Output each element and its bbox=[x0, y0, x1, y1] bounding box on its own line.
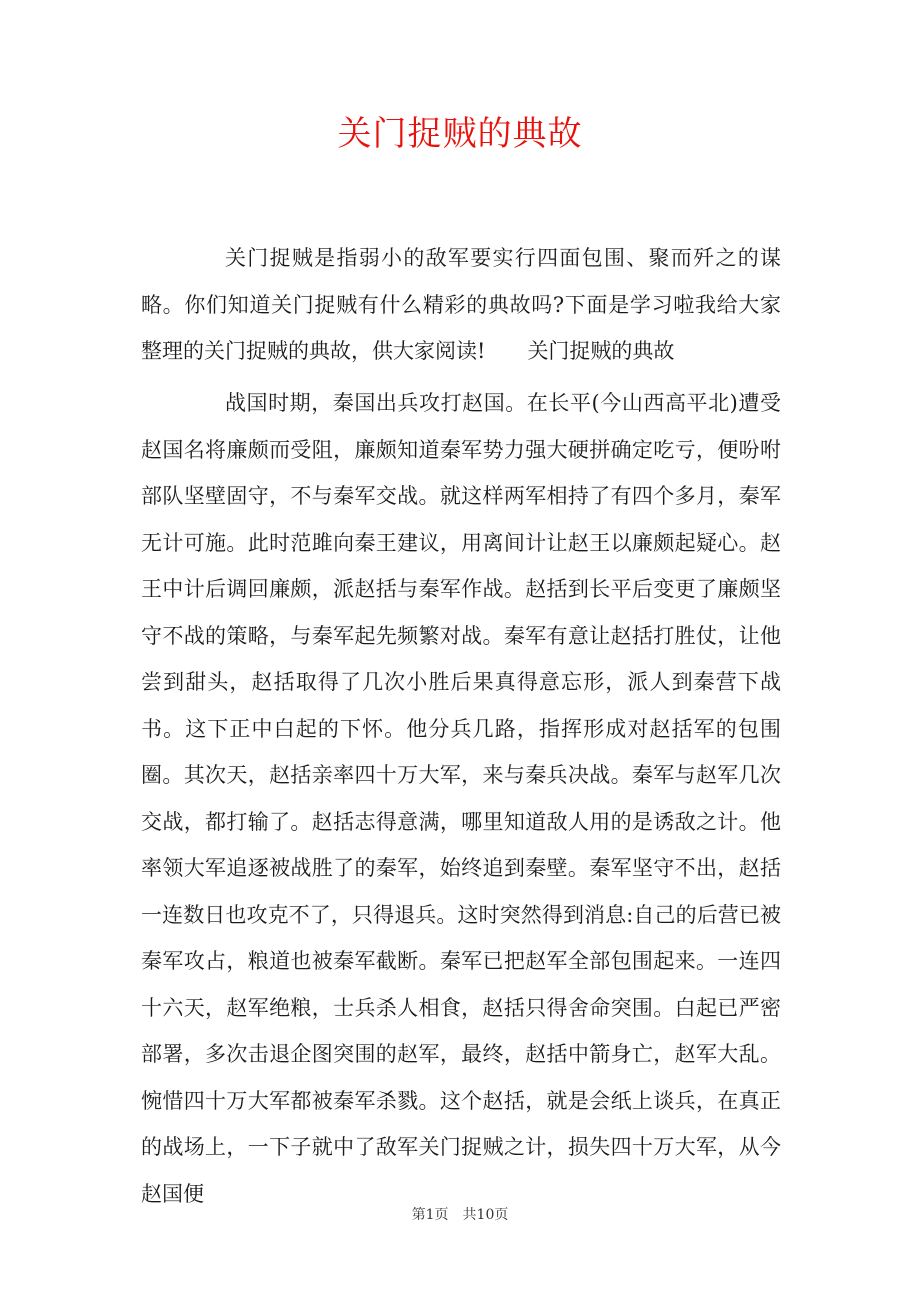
page-number: 第1页 bbox=[411, 1207, 449, 1223]
intro-paragraph bbox=[141, 235, 781, 375]
intro-text: 关门捉贼是指弱小的敌军要实行四面包围、聚而歼之的谋略。你们知道关门捉贼有什么精彩的典故吗?下面是学习啦我给大家整理的关门捉贼的典故，供大家阅读! bbox=[141, 246, 781, 363]
page-total: 共10页 bbox=[462, 1207, 509, 1223]
story-paragraph: 战国时期，秦国出兵攻打赵国。在长平(今山西高平北)遭受赵国名将廉颇而受阻，廉颇知道秦军势力强大硬拼确定吃亏，便吩咐部队坚壁固守，不与秦军交战。就这样两军相持了有四个多月，秦军无计可施。此时范雎向秦王建议，用离间计让赵王以廉颇起疑心。赵王中计后调回廉颇，派赵括与秦军作战。赵括到长平后变更了廉颇坚守不战的策略，与秦军起先频繁对战。秦军有意让赵括打胜仗，让他尝到甜头，赵括取得了几次小胜后果真得意忘形，派人到秦营下战书。这下正中白起的下怀。他分兵几路，指挥形成对赵括军的包围圈。其次天，赵括亲率四十万大军，来与秦兵决战。秦军与赵军几次交战，都打输了。赵括志得意满，哪里知道敌人用的是诱敌之计。他率领大军追逐被战胜了的秦军，始终追到秦壁。秦军坚守不出，赵括一连数日也攻克不了，只得退兵。这时突然得到消息:自己的后营已被秦军攻占，粮道也被秦军截断。秦军已把赵军全部包围起来。一连四十六天，赵军绝粮，士兵杀人相食，赵括只得舍命突围。白起已严密部署，多次击退企图突围的赵军，最终，赵括中箭身亡，赵军大乱。惋惜四十万大军都被秦军杀戮。这个赵括，就是会纸上谈兵，在真正的战场上，一下子就中了敌军关门捉贼之计，损失四十万大军，从今赵国便 bbox=[141, 391, 781, 1206]
page-footer bbox=[0, 1204, 920, 1226]
page-title: 关门捉贼的典故 bbox=[337, 114, 583, 154]
story-subheading: 关门捉贼的典故 bbox=[527, 339, 675, 363]
